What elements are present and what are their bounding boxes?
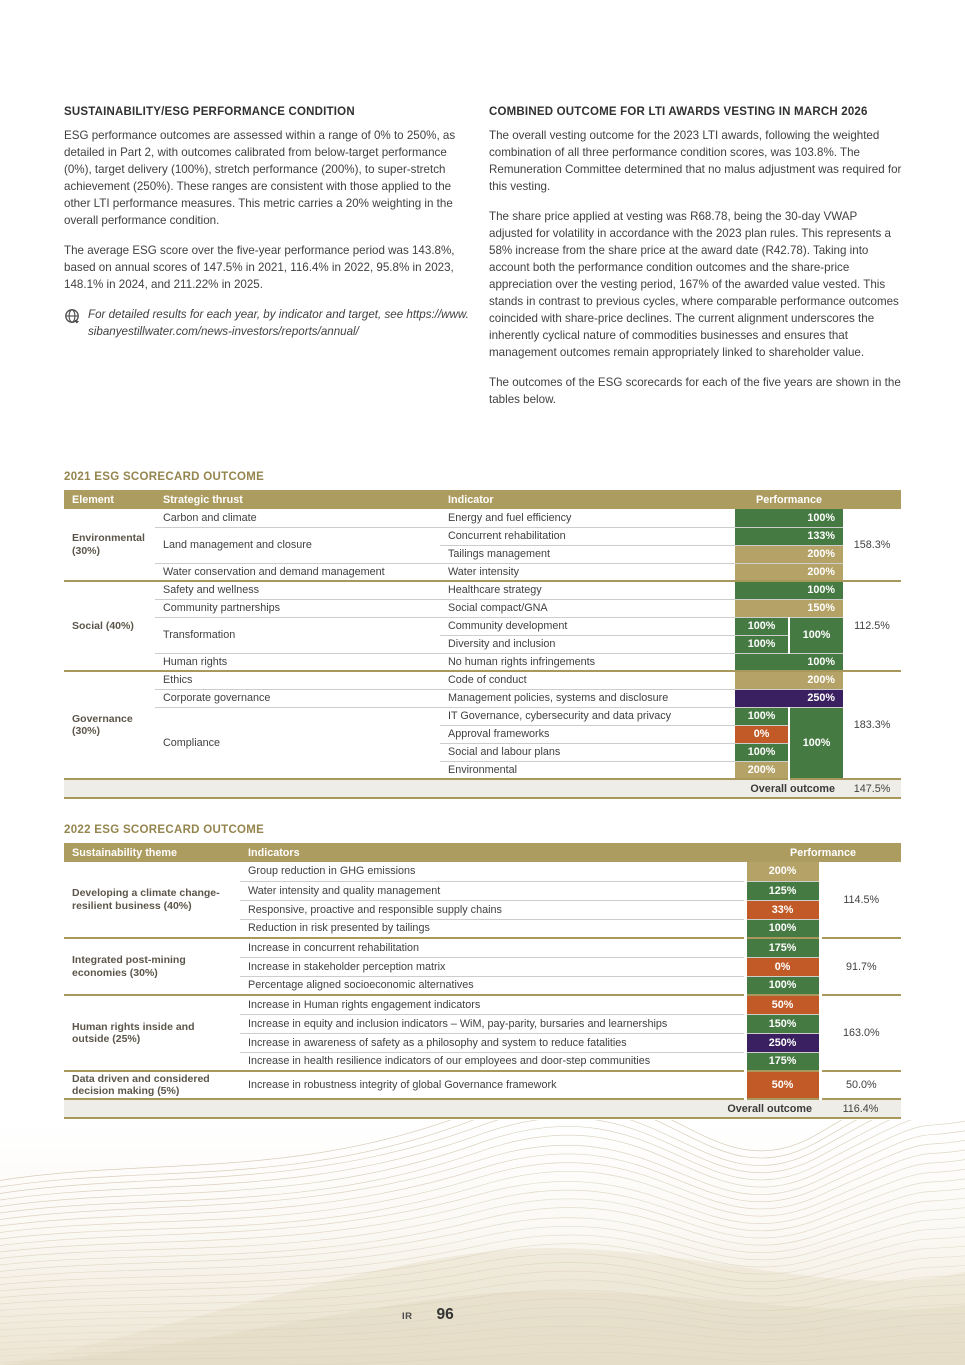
cell-indicator: Increase in concurrent rehabilitation xyxy=(240,938,745,957)
right-column xyxy=(489,106,903,421)
overall-outcome-value: 147.5% xyxy=(843,779,901,798)
cell-thrust: Land management and closure xyxy=(155,527,440,563)
footer-page-number: 96 xyxy=(436,1306,454,1323)
left-column xyxy=(64,106,472,340)
footer-ir-label: IR xyxy=(402,1311,413,1322)
page-footer xyxy=(402,1306,454,1324)
table-row xyxy=(64,995,901,1014)
cell-indicator: Healthcare strategy xyxy=(440,581,735,599)
cell-performance: 133% xyxy=(735,527,843,545)
overall-outcome-row xyxy=(64,779,901,798)
cell-indicator: Increase in awareness of safety as a philosophy and system to reduce fatalities xyxy=(240,1033,745,1052)
esg-scorecard-2021 xyxy=(64,471,901,799)
reference-note xyxy=(64,306,472,340)
cell-performance: 0% xyxy=(745,957,820,976)
cell-indicator: Water intensity and quality management xyxy=(240,881,745,900)
cell-indicator: Community development xyxy=(440,617,735,635)
cell-performance: 150% xyxy=(735,599,843,617)
cell-performance: 200% xyxy=(735,563,843,581)
table-title-2021: 2021 ESG SCORECARD OUTCOME xyxy=(64,471,265,483)
cell-performance: 100% xyxy=(745,919,820,938)
col-header-group-score xyxy=(843,490,901,509)
cell-theme: Developing a climate change-resilient business (40%) xyxy=(64,862,240,938)
esg-scorecard-2022 xyxy=(64,824,901,1119)
cell-performance: 175% xyxy=(745,1052,820,1071)
table-row xyxy=(64,563,901,581)
cell-theme-score: 50.0% xyxy=(820,1071,901,1099)
cell-performance: 250% xyxy=(735,689,843,707)
cell-indicator: Water intensity xyxy=(440,563,735,581)
cell-indicator: Reduction in risk presented by tailings xyxy=(240,919,745,938)
cell-performance-sub: 100% xyxy=(735,635,789,653)
cell-indicator: Diversity and inclusion xyxy=(440,635,735,653)
col-header-indicators: Indicators xyxy=(240,843,745,862)
cell-thrust: Community partnerships xyxy=(155,599,440,617)
cell-performance-sub: 100% xyxy=(735,707,789,725)
cell-thrust: Compliance xyxy=(155,707,440,779)
cell-performance: 175% xyxy=(745,938,820,957)
col-header-sustainability-theme: Sustainability theme xyxy=(64,843,240,862)
cell-theme: Human rights inside and outside (25%) xyxy=(64,995,240,1071)
cell-indicator: Increase in robustness integrity of global Governance framework xyxy=(240,1071,745,1099)
cell-group-score: 183.3% xyxy=(843,671,901,779)
cell-theme-score: 163.0% xyxy=(820,995,901,1071)
cell-performance: 50% xyxy=(745,1071,820,1099)
col-header-performance: Performance xyxy=(745,843,901,862)
paragraph: The outcomes of the ESG scorecards for each of the five years are shown in the tables below. xyxy=(489,376,901,406)
cell-performance-merged: 100% xyxy=(789,707,843,779)
table-row xyxy=(64,1071,901,1099)
col-header-strategic-thrust: Strategic thrust xyxy=(155,490,440,509)
cell-indicator: Management policies, systems and disclosure xyxy=(440,689,735,707)
table-header-row xyxy=(64,843,901,862)
mesh-wireframe-graphic xyxy=(0,1120,965,1365)
cell-theme-score: 91.7% xyxy=(820,938,901,995)
overall-outcome-value: 116.4% xyxy=(820,1099,901,1118)
esg-scorecard-2022-table xyxy=(64,843,901,1119)
section-heading-combined-outcome: COMBINED OUTCOME FOR LTI AWARDS VESTING IN MARCH 2026 xyxy=(489,106,868,118)
cell-indicator: Social compact/GNA xyxy=(440,599,735,617)
cell-indicator: Energy and fuel efficiency xyxy=(440,509,735,527)
table-row xyxy=(64,671,901,689)
section-heading-esg-condition: SUSTAINABILITY/ESG PERFORMANCE CONDITION xyxy=(64,106,355,118)
reference-note-text: For detailed results for each year, by indicator and target, see https://www.sibanyestillwater.com/news-investors/reports/annual/ xyxy=(88,308,469,338)
cell-indicator: No human rights infringements xyxy=(440,653,735,671)
cell-theme-score: 114.5% xyxy=(820,862,901,938)
cell-thrust: Safety and wellness xyxy=(155,581,440,599)
cell-indicator: Social and labour plans xyxy=(440,743,735,761)
cell-indicator: Concurrent rehabilitation xyxy=(440,527,735,545)
overall-outcome-row xyxy=(64,1099,901,1118)
cell-performance: 100% xyxy=(735,653,843,671)
globe-link-icon xyxy=(64,306,81,340)
cell-performance-merged: 100% xyxy=(789,617,843,653)
table-row xyxy=(64,527,901,545)
paragraph: The overall vesting outcome for the 2023 LTI awards, following the weighted combination of all three performance condition scores, was 103.8%. The Remuneration Committee determined that no malus adjustment was required for this vesting. xyxy=(489,129,902,193)
cell-indicator: IT Governance, cybersecurity and data privacy xyxy=(440,707,735,725)
cell-theme: Integrated post-mining economies (30%) xyxy=(64,938,240,995)
cell-group-score: 112.5% xyxy=(843,581,901,671)
cell-performance: 200% xyxy=(745,862,820,881)
col-header-indicator: Indicator xyxy=(440,490,735,509)
cell-performance-sub: 200% xyxy=(735,761,789,779)
paragraph: The share price applied at vesting was R68.78, being the 30-day VWAP adjusted for volatility in accordance with the 2023 plan rules. This represents a 58% increase from the share price at the award date (R42.78). Taking into account both the performance condition outcomes and the share-price appreciation over the vesting period, 167% of the awarded value vested. This stands in contrast to previous cycles, where comparable performance outcomes coincided with share-price declines. The current alignment underscores the inherently cyclical nature of commodities businesses and ensures that management outcomes remain appropriately linked to shareholder value. xyxy=(489,210,899,359)
table-row xyxy=(64,707,901,725)
table-row xyxy=(64,653,901,671)
cell-performance: 125% xyxy=(745,881,820,900)
cell-thrust: Ethics xyxy=(155,671,440,689)
cell-performance-sub: 100% xyxy=(735,617,789,635)
paragraph: The average ESG score over the five-year performance period was 143.8%, based on annual scores of 147.5% in 2021, 116.4% in 2022, 95.8% in 2023, 148.1% in 2024, and 211.22% in 2025. xyxy=(64,244,455,291)
col-header-element: Element xyxy=(64,490,155,509)
decorative-mesh-landscape xyxy=(0,1120,965,1365)
cell-indicator: Increase in equity and inclusion indicators – WiM, pay-parity, bursaries and learnerships xyxy=(240,1014,745,1033)
col-header-performance: Performance xyxy=(735,490,843,509)
cell-element: Social (40%) xyxy=(64,581,155,671)
cell-element: Governance (30%) xyxy=(64,671,155,779)
cell-performance: 200% xyxy=(735,545,843,563)
table-row xyxy=(64,581,901,599)
cell-thrust: Carbon and climate xyxy=(155,509,440,527)
table-row xyxy=(64,617,901,635)
cell-performance: 100% xyxy=(745,976,820,995)
table-row xyxy=(64,509,901,527)
overall-outcome-label: Overall outcome xyxy=(64,1099,820,1118)
cell-indicator: Approval frameworks xyxy=(440,725,735,743)
esg-scorecard-2021-table xyxy=(64,490,901,799)
cell-performance: 33% xyxy=(745,900,820,919)
cell-theme: Data driven and considered decision making (5%) xyxy=(64,1071,240,1099)
cell-indicator: Code of conduct xyxy=(440,671,735,689)
cell-group-score: 158.3% xyxy=(843,509,901,581)
cell-thrust: Corporate governance xyxy=(155,689,440,707)
table-row xyxy=(64,862,901,881)
paragraph: ESG performance outcomes are assessed within a range of 0% to 250%, as detailed in Part 2, with outcomes calibrated from below-target performance (0%), target delivery (100%), stretch performance (200%), to super-stretch achievement (250%). These ranges are consistent with those applied to the other LTI performance measures. This metric carries a 20% weighting in the overall performance condition. xyxy=(64,129,456,227)
table-row xyxy=(64,689,901,707)
overall-outcome-label: Overall outcome xyxy=(64,779,843,798)
cell-indicator: Group reduction in GHG emissions xyxy=(240,862,745,881)
cell-performance: 150% xyxy=(745,1014,820,1033)
cell-indicator: Environmental xyxy=(440,761,735,779)
cell-element: Environmental (30%) xyxy=(64,509,155,581)
cell-performance: 200% xyxy=(735,671,843,689)
cell-performance: 250% xyxy=(745,1033,820,1052)
cell-performance-sub: 0% xyxy=(735,725,789,743)
table-row xyxy=(64,938,901,957)
cell-performance: 100% xyxy=(735,581,843,599)
table-row xyxy=(64,599,901,617)
cell-performance: 100% xyxy=(735,509,843,527)
cell-thrust: Transformation xyxy=(155,617,440,653)
cell-indicator: Increase in health resilience indicators of our employees and door-step communities xyxy=(240,1052,745,1071)
cell-indicator: Increase in stakeholder perception matrix xyxy=(240,957,745,976)
cell-indicator: Responsive, proactive and responsible supply chains xyxy=(240,900,745,919)
cell-indicator: Tailings management xyxy=(440,545,735,563)
cell-performance: 50% xyxy=(745,995,820,1014)
cell-thrust: Water conservation and demand management xyxy=(155,563,440,581)
report-url-link[interactable]: https://www.sibanyestillwater.com/news-investors/reports/annual/ xyxy=(88,308,469,338)
table-title-2022: 2022 ESG SCORECARD OUTCOME xyxy=(64,824,265,836)
cell-indicator: Percentage aligned socioeconomic alternatives xyxy=(240,976,745,995)
cell-thrust: Human rights xyxy=(155,653,440,671)
cell-indicator: Increase in Human rights engagement indicators xyxy=(240,995,745,1014)
cell-performance-sub: 100% xyxy=(735,743,789,761)
table-header-row xyxy=(64,490,901,509)
